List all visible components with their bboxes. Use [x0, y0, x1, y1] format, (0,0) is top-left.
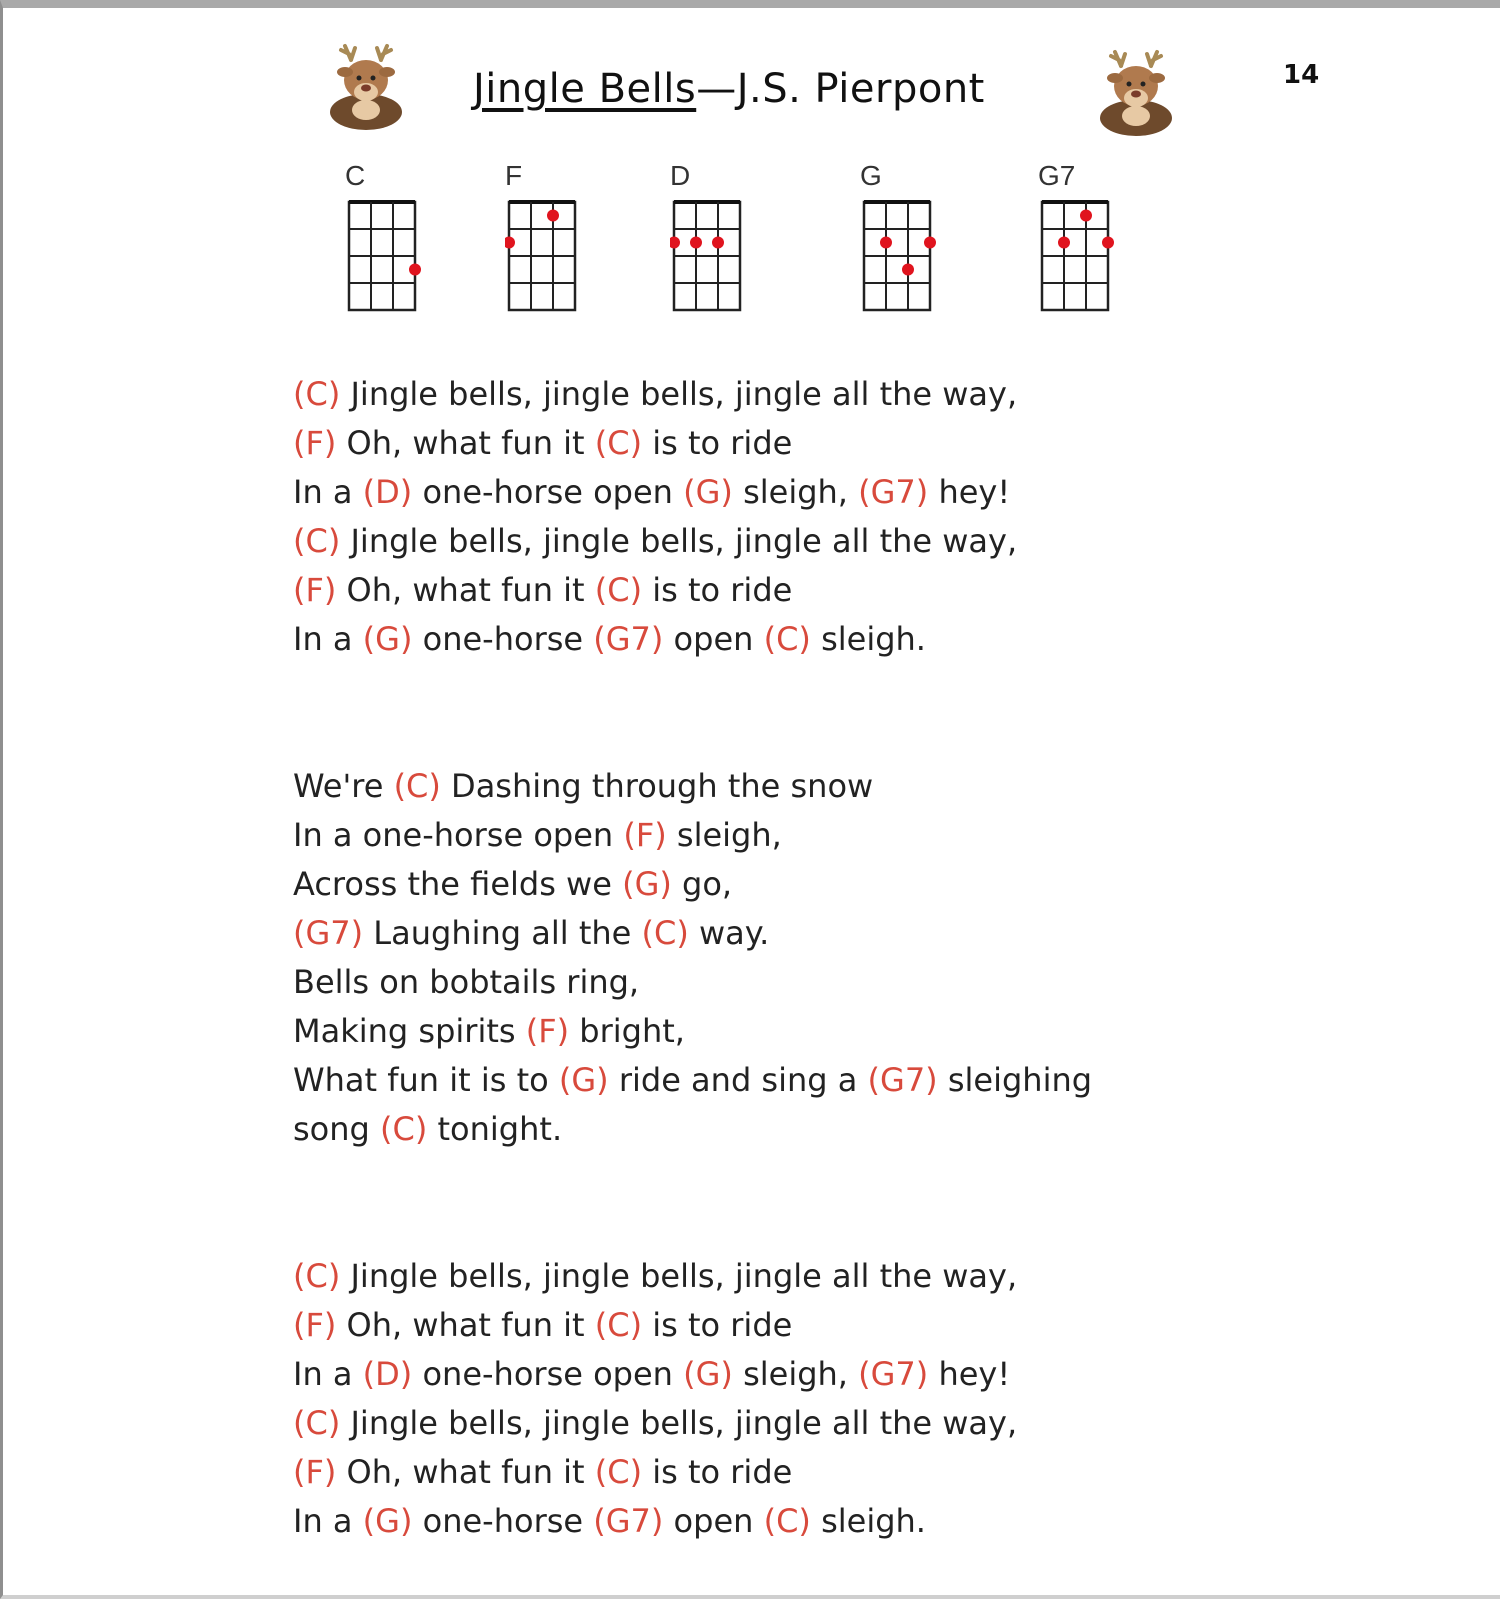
lyric-text: Jingle bells, jingle bells, jingle all the way, [340, 522, 1018, 560]
lyric-text: Jingle bells, jingle bells, jingle all the way, [340, 1257, 1018, 1295]
chord-name: C [345, 160, 366, 191]
chord-mark: (G7) [293, 914, 364, 952]
chord-mark: (C) [293, 1257, 341, 1295]
lyric-line [293, 958, 1092, 1007]
chord-dot [712, 237, 724, 249]
chord-dot [690, 237, 702, 249]
lyric-line [293, 1252, 1092, 1301]
chord-mark: (G) [362, 1502, 413, 1540]
chord-dot [1080, 210, 1092, 222]
chord-mark: (G7) [858, 1355, 929, 1393]
chord-mark: (F) [293, 1453, 337, 1491]
chord-mark: (D) [362, 1355, 413, 1393]
lyric-line [293, 762, 1092, 811]
stanza [293, 370, 1092, 664]
chord-dot [547, 210, 559, 222]
lyric-line [293, 860, 1092, 909]
lyric-text: is to ride [642, 571, 793, 609]
reindeer-left-icon [323, 42, 409, 132]
chord-mark: (F) [623, 816, 667, 854]
lyric-text: sleigh. [810, 620, 926, 658]
chord-mark: (C) [293, 522, 341, 560]
reindeer-right-icon [1093, 48, 1179, 138]
lyrics [293, 370, 1092, 1546]
lyric-text: In a [293, 620, 363, 658]
lyric-text: Laughing all the [363, 914, 642, 952]
lyric-line [293, 615, 1092, 664]
chord-grid [1038, 196, 1114, 316]
lyric-text: one-horse [412, 1502, 594, 1540]
lyric-text: is to ride [642, 424, 793, 462]
chord-dot [924, 237, 936, 249]
lyric-text: Oh, what fun it [336, 424, 595, 462]
chord-mark: (G) [622, 865, 672, 903]
lyric-line [293, 517, 1092, 566]
lyric-text: hey! [928, 473, 1011, 511]
chord-mark: (F) [293, 571, 337, 609]
chord-mark: (G7) [593, 1502, 664, 1540]
lyric-line [293, 370, 1092, 419]
lyric-line [293, 909, 1092, 958]
lyric-text: We're [293, 767, 394, 805]
chord-mark: (C) [763, 620, 811, 658]
chord-mark: (C) [763, 1502, 811, 1540]
stanza [293, 762, 1092, 1154]
chord-mark: (C) [641, 914, 689, 952]
chord-dot [409, 264, 421, 276]
chord-mark: (G7) [858, 473, 929, 511]
lyric-text: Oh, what fun it [336, 1453, 595, 1491]
lyric-line [293, 1007, 1092, 1056]
chord-mark: (C) [594, 1453, 643, 1491]
lyric-text: sleighing [937, 1061, 1093, 1099]
lyric-text: What fun it is to [293, 1061, 559, 1099]
lyric-text: one-horse [412, 620, 594, 658]
chord-mark: (F) [293, 424, 337, 462]
lyric-text: Oh, what fun it [336, 571, 595, 609]
chord-name: F [505, 160, 523, 191]
chord-grid [860, 196, 936, 316]
lyric-text: song [293, 1110, 381, 1148]
chord-mark: (C) [293, 375, 341, 413]
lyric-line [293, 566, 1092, 615]
lyric-text: Jingle bells, jingle bells, jingle all the way, [340, 1404, 1018, 1442]
song-title [473, 66, 985, 112]
chord-dot [902, 264, 914, 276]
lyric-text: hey! [928, 1355, 1011, 1393]
lyric-text: one-horse open [412, 1355, 684, 1393]
chord-dot [1058, 237, 1070, 249]
chord-mark: (G7) [867, 1061, 938, 1099]
lyric-text: Across the fields we [293, 865, 623, 903]
chord-dot [670, 237, 680, 249]
lyric-text: Dashing through the snow [440, 767, 874, 805]
lyric-line [293, 1350, 1092, 1399]
lyric-text: is to ride [642, 1306, 793, 1344]
chord-mark: (F) [525, 1012, 570, 1050]
lyric-text: bright, [569, 1012, 685, 1050]
lyric-text: open [663, 620, 764, 658]
lyric-line [293, 1448, 1092, 1497]
title-author: J.S. Pierpont [736, 66, 985, 112]
chord-mark: (G) [683, 473, 733, 511]
lyric-text: In a [293, 473, 363, 511]
chord-name: G [860, 160, 882, 191]
chord-mark: (F) [293, 1306, 337, 1344]
lyric-text: is to ride [642, 1453, 793, 1491]
lyric-text: open [663, 1502, 764, 1540]
chord-dot [505, 237, 515, 249]
chord-grid [670, 196, 746, 316]
title-separator: — [696, 66, 737, 112]
chord-mark: (G) [683, 1355, 733, 1393]
chord-dot [1102, 237, 1114, 249]
chord-mark: (G) [362, 620, 413, 658]
chord-name: G7 [1038, 160, 1076, 191]
stanza [293, 1252, 1092, 1546]
lyric-text: way. [688, 914, 770, 952]
chord-mark: (C) [380, 1110, 428, 1148]
lyric-text: Bells on bobtails ring, [293, 963, 640, 1001]
chord-mark: (D) [362, 473, 413, 511]
chord-mark: (C) [594, 1306, 643, 1344]
lyric-text: Jingle bells, jingle bells, jingle all the way, [340, 375, 1018, 413]
lyric-line [293, 419, 1092, 468]
lyric-text: go, [671, 865, 733, 903]
chord-mark: (G7) [593, 620, 664, 658]
lyric-line [293, 1399, 1092, 1448]
chord-mark: (G) [558, 1061, 609, 1099]
lyric-line [293, 1056, 1092, 1105]
lyric-line [293, 1497, 1092, 1546]
lyric-line [293, 811, 1092, 860]
lyric-text: sleigh, [732, 1355, 859, 1393]
chord-name: D [670, 160, 691, 191]
lyric-text: In a [293, 1502, 363, 1540]
lyric-line [293, 1105, 1092, 1154]
chord-mark: (C) [393, 767, 441, 805]
lyric-line [293, 1301, 1092, 1350]
lyric-text: tonight. [427, 1110, 563, 1148]
lyric-text: In a [293, 1355, 363, 1393]
lyric-text: In a one-horse open [293, 816, 624, 854]
lyric-line [293, 468, 1092, 517]
lyric-text: one-horse open [412, 473, 684, 511]
chord-mark: (C) [594, 571, 643, 609]
lyric-text: sleigh, [666, 816, 782, 854]
chord-dot [880, 237, 892, 249]
lyric-text: ride and sing a [608, 1061, 868, 1099]
page-number: 14 [1283, 60, 1320, 90]
lyric-text: Oh, what fun it [336, 1306, 595, 1344]
chord-mark: (C) [594, 424, 643, 462]
chord-grid [505, 196, 581, 316]
chord-mark: (C) [293, 1404, 341, 1442]
chord-grid [345, 196, 421, 316]
lyric-text: sleigh. [810, 1502, 926, 1540]
lyric-text: Making spirits [293, 1012, 526, 1050]
title-song: Jingle Bells [473, 66, 697, 112]
lyric-text: sleigh, [732, 473, 859, 511]
